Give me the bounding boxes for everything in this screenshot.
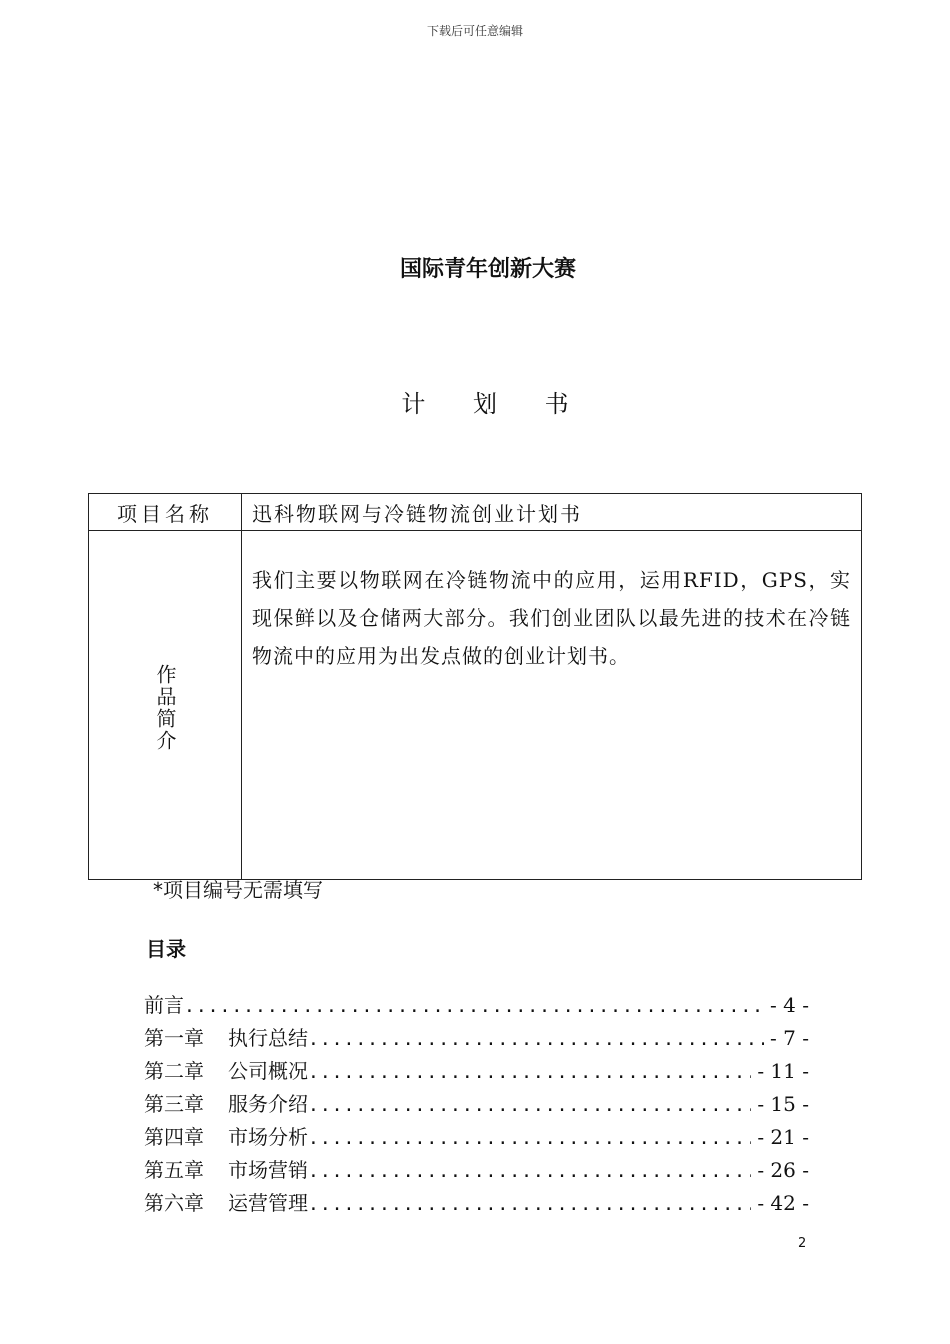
toc-entry[interactable] — [144, 1022, 809, 1055]
toc-title: 公司概况 — [228, 1059, 308, 1083]
toc-title: 服务介绍 — [228, 1092, 308, 1116]
toc-heading: 目录 — [146, 937, 186, 961]
project-name-label: 项目名称 — [89, 494, 242, 531]
toc-page: - 42 - — [757, 1191, 809, 1215]
intro-label-cell — [89, 531, 242, 880]
toc-chapter: 第三章 — [144, 1092, 204, 1116]
toc-page: - 15 - — [757, 1092, 809, 1116]
table-of-contents — [144, 989, 809, 1220]
toc-entry[interactable] — [144, 989, 809, 1022]
project-name-value: 迅科物联网与冷链物流创业计划书 — [242, 494, 862, 531]
toc-chapter: 第五章 — [144, 1158, 204, 1182]
toc-entry[interactable] — [144, 1187, 809, 1220]
toc-entry[interactable] — [144, 1055, 809, 1088]
toc-page: - 26 - — [757, 1158, 809, 1182]
contest-title: 国际青年创新大赛 — [399, 257, 576, 282]
toc-leader-dots — [308, 1128, 751, 1149]
project-intro-row — [89, 531, 862, 880]
toc-leader-dots — [184, 996, 764, 1017]
toc-page: - 21 - — [757, 1125, 809, 1149]
toc-leader-dots — [308, 1062, 751, 1083]
toc-entry[interactable] — [144, 1121, 809, 1154]
toc-title: 市场营销 — [228, 1158, 308, 1182]
toc-leader-dots — [308, 1161, 751, 1182]
toc-chapter: 第六章 — [144, 1191, 204, 1215]
toc-chapter: 第二章 — [144, 1059, 204, 1083]
toc-chapter: 第一章 — [144, 1026, 204, 1050]
toc-title: 市场分析 — [228, 1125, 308, 1149]
page-number: 2 — [798, 1236, 807, 1251]
toc-leader-dots — [308, 1095, 751, 1116]
intro-label: 作品简介 — [153, 663, 177, 752]
project-name-row — [89, 494, 862, 531]
footnote: *项目编号无需填写 — [153, 878, 323, 902]
toc-title: 前言 — [144, 993, 184, 1017]
toc-page: - 4 - — [770, 993, 809, 1017]
toc-leader-dots — [308, 1029, 764, 1050]
toc-title: 运营管理 — [228, 1191, 308, 1215]
document-title: 计 划 书 — [401, 390, 589, 418]
toc-leader-dots — [308, 1194, 751, 1215]
intro-text: 我们主要以物联网在冷链物流中的应用，运用RFID，GPS，实现保鲜以及仓储两大部分。我们创业团队以最先进的技术在冷链物流中的应用为出发点做的创业计划书。 — [242, 531, 862, 880]
toc-page: - 7 - — [770, 1026, 809, 1050]
toc-entry[interactable] — [144, 1154, 809, 1187]
toc-entry[interactable] — [144, 1088, 809, 1121]
project-info-table — [88, 493, 862, 880]
toc-page: - 11 - — [757, 1059, 809, 1083]
toc-chapter: 第四章 — [144, 1125, 204, 1149]
toc-title: 执行总结 — [228, 1026, 308, 1050]
header-note: 下载后可任意编辑 — [426, 24, 523, 38]
